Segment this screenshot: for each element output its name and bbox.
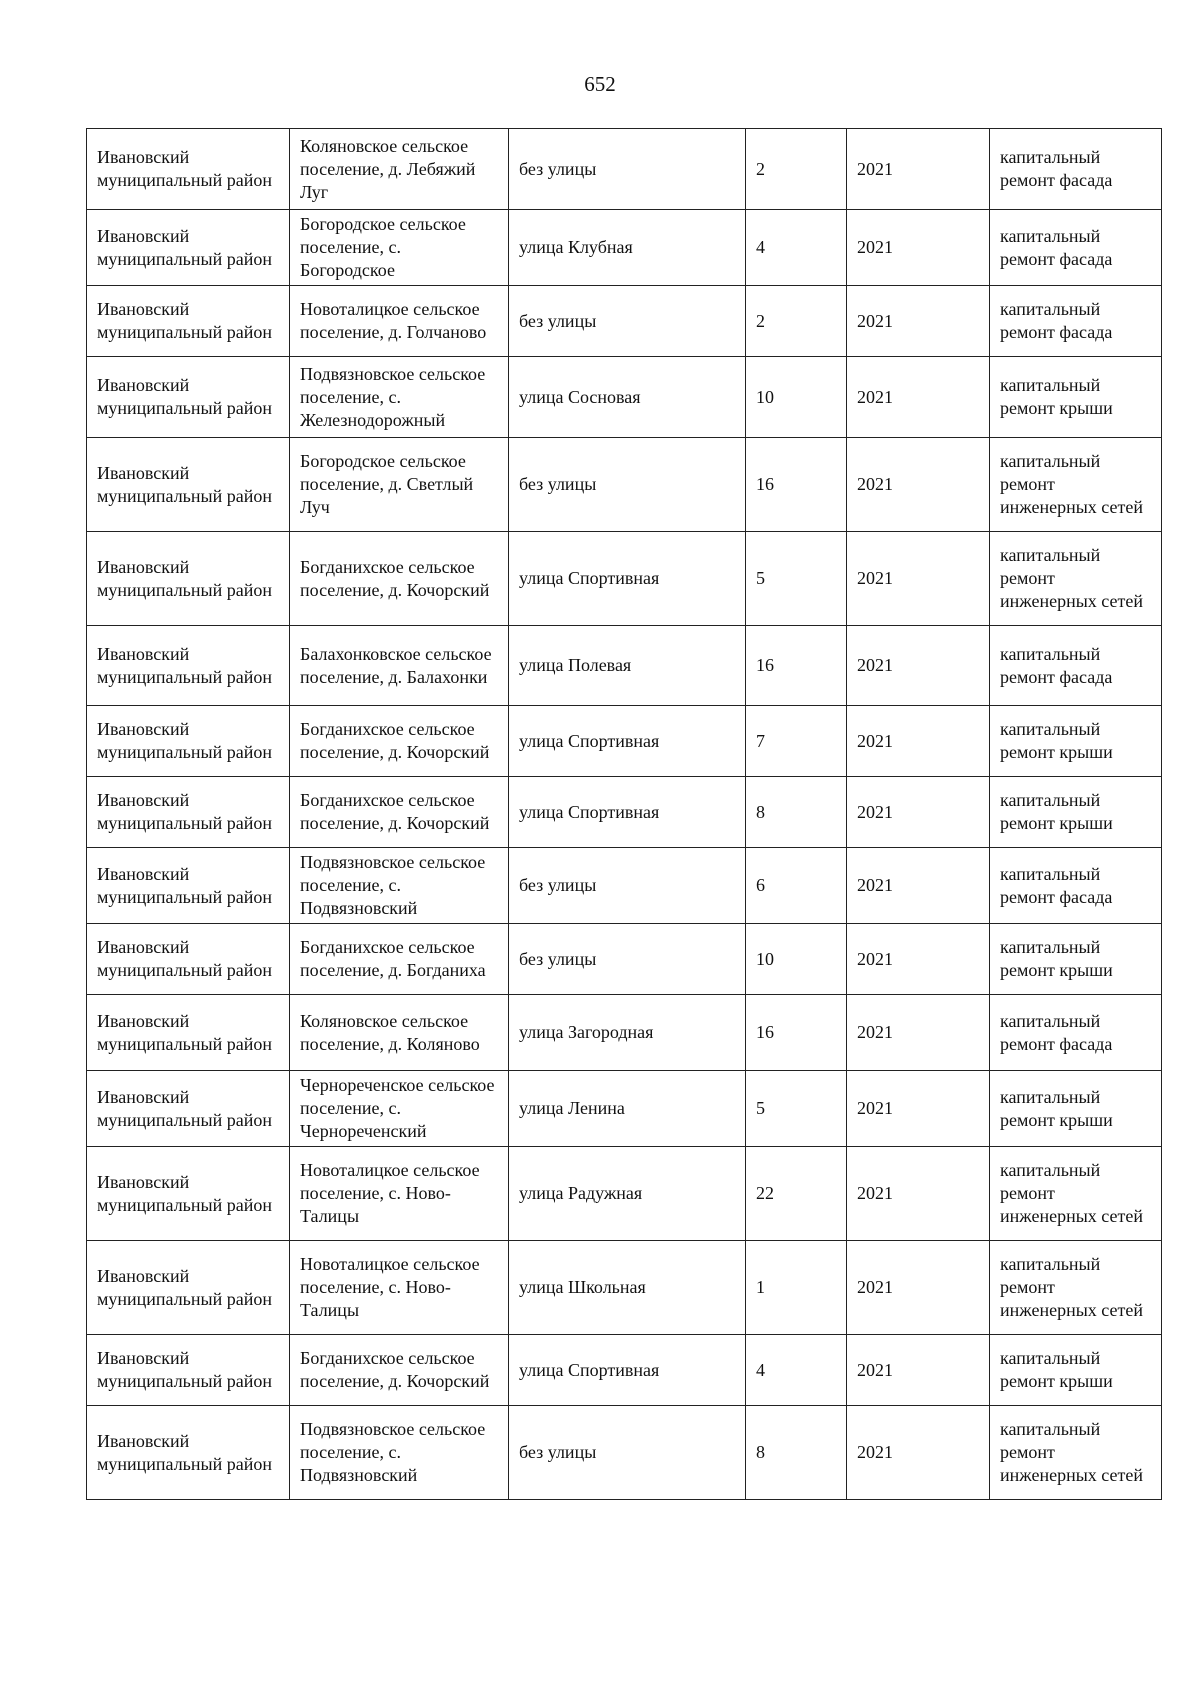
- settlement-cell: Богданихское сельское поселение, д. Богданиха: [290, 924, 509, 995]
- table-row: [87, 706, 1162, 777]
- table-row: [87, 1241, 1162, 1335]
- street-cell: улица Полевая: [509, 626, 746, 706]
- district-cell: Ивановский муниципальный район: [87, 129, 290, 210]
- table-row: [87, 626, 1162, 706]
- work-type-cell: капитальный ремонт крыши: [990, 357, 1162, 438]
- street-cell: улица Школьная: [509, 1241, 746, 1335]
- house-number-cell: 4: [746, 210, 847, 286]
- year-cell: 2021: [847, 1335, 990, 1406]
- table-row: [87, 1335, 1162, 1406]
- year-cell: 2021: [847, 286, 990, 357]
- settlement-cell: Новоталицкое сельское поселение, с. Ново-Талицы: [290, 1241, 509, 1335]
- street-cell: улица Радужная: [509, 1147, 746, 1241]
- table-row: [87, 438, 1162, 532]
- settlement-cell: Новоталицкое сельское поселение, с. Ново-Талицы: [290, 1147, 509, 1241]
- house-number-cell: 2: [746, 129, 847, 210]
- house-number-cell: 5: [746, 532, 847, 626]
- settlement-cell: Богданихское сельское поселение, д. Кочорский: [290, 706, 509, 777]
- house-number-cell: 22: [746, 1147, 847, 1241]
- work-type-cell: капитальный ремонт крыши: [990, 777, 1162, 848]
- settlement-cell: Богданихское сельское поселение, д. Кочорский: [290, 777, 509, 848]
- work-type-cell: капитальный ремонт фасада: [990, 210, 1162, 286]
- house-number-cell: 1: [746, 1241, 847, 1335]
- housing-repair-table: [86, 128, 1162, 1500]
- work-type-cell: капитальный ремонт инженерных сетей: [990, 1406, 1162, 1500]
- house-number-cell: 16: [746, 626, 847, 706]
- table-row: [87, 777, 1162, 848]
- street-cell: улица Спортивная: [509, 777, 746, 848]
- year-cell: 2021: [847, 210, 990, 286]
- district-cell: Ивановский муниципальный район: [87, 848, 290, 924]
- table-row: [87, 995, 1162, 1071]
- district-cell: Ивановский муниципальный район: [87, 357, 290, 438]
- house-number-cell: 8: [746, 1406, 847, 1500]
- page-number: 652: [584, 72, 616, 96]
- district-cell: Ивановский муниципальный район: [87, 1406, 290, 1500]
- street-cell: улица Спортивная: [509, 706, 746, 777]
- street-cell: улица Спортивная: [509, 532, 746, 626]
- house-number-cell: 7: [746, 706, 847, 777]
- district-cell: Ивановский муниципальный район: [87, 995, 290, 1071]
- district-cell: Ивановский муниципальный район: [87, 924, 290, 995]
- table-row: [87, 357, 1162, 438]
- street-cell: без улицы: [509, 924, 746, 995]
- district-cell: Ивановский муниципальный район: [87, 210, 290, 286]
- district-cell: Ивановский муниципальный район: [87, 286, 290, 357]
- district-cell: Ивановский муниципальный район: [87, 1335, 290, 1406]
- table-row: [87, 848, 1162, 924]
- settlement-cell: Богородское сельское поселение, с. Богородское: [290, 210, 509, 286]
- work-type-cell: капитальный ремонт фасада: [990, 129, 1162, 210]
- work-type-cell: капитальный ремонт фасада: [990, 286, 1162, 357]
- house-number-cell: 5: [746, 1071, 847, 1147]
- work-type-cell: капитальный ремонт крыши: [990, 1335, 1162, 1406]
- work-type-cell: капитальный ремонт инженерных сетей: [990, 1147, 1162, 1241]
- work-type-cell: капитальный ремонт фасада: [990, 848, 1162, 924]
- house-number-cell: 6: [746, 848, 847, 924]
- work-type-cell: капитальный ремонт фасада: [990, 626, 1162, 706]
- work-type-cell: капитальный ремонт инженерных сетей: [990, 438, 1162, 532]
- year-cell: 2021: [847, 129, 990, 210]
- district-cell: Ивановский муниципальный район: [87, 1071, 290, 1147]
- street-cell: без улицы: [509, 848, 746, 924]
- table-row: [87, 924, 1162, 995]
- year-cell: 2021: [847, 1147, 990, 1241]
- year-cell: 2021: [847, 626, 990, 706]
- street-cell: без улицы: [509, 129, 746, 210]
- year-cell: 2021: [847, 777, 990, 848]
- year-cell: 2021: [847, 1241, 990, 1335]
- house-number-cell: 8: [746, 777, 847, 848]
- street-cell: без улицы: [509, 1406, 746, 1500]
- year-cell: 2021: [847, 924, 990, 995]
- year-cell: 2021: [847, 995, 990, 1071]
- house-number-cell: 16: [746, 438, 847, 532]
- street-cell: без улицы: [509, 438, 746, 532]
- year-cell: 2021: [847, 706, 990, 777]
- year-cell: 2021: [847, 848, 990, 924]
- house-number-cell: 10: [746, 924, 847, 995]
- work-type-cell: капитальный ремонт фасада: [990, 995, 1162, 1071]
- year-cell: 2021: [847, 532, 990, 626]
- year-cell: 2021: [847, 438, 990, 532]
- table-row: [87, 210, 1162, 286]
- year-cell: 2021: [847, 1071, 990, 1147]
- house-number-cell: 16: [746, 995, 847, 1071]
- settlement-cell: Коляновское сельское поселение, д. Лебяжий Луг: [290, 129, 509, 210]
- settlement-cell: Богданихское сельское поселение, д. Кочорский: [290, 1335, 509, 1406]
- settlement-cell: Чернореченское сельское поселение, с. Чернореченский: [290, 1071, 509, 1147]
- settlement-cell: Богданихское сельское поселение, д. Кочорский: [290, 532, 509, 626]
- table-row: [87, 1406, 1162, 1500]
- house-number-cell: 10: [746, 357, 847, 438]
- work-type-cell: капитальный ремонт инженерных сетей: [990, 532, 1162, 626]
- work-type-cell: капитальный ремонт крыши: [990, 706, 1162, 777]
- district-cell: Ивановский муниципальный район: [87, 706, 290, 777]
- settlement-cell: Новоталицкое сельское поселение, д. Голчаново: [290, 286, 509, 357]
- street-cell: улица Загородная: [509, 995, 746, 1071]
- district-cell: Ивановский муниципальный район: [87, 626, 290, 706]
- street-cell: улица Сосновая: [509, 357, 746, 438]
- work-type-cell: капитальный ремонт крыши: [990, 924, 1162, 995]
- settlement-cell: Балахонковское сельское поселение, д. Балахонки: [290, 626, 509, 706]
- work-type-cell: капитальный ремонт инженерных сетей: [990, 1241, 1162, 1335]
- work-type-cell: капитальный ремонт крыши: [990, 1071, 1162, 1147]
- table-row: [87, 532, 1162, 626]
- district-cell: Ивановский муниципальный район: [87, 1147, 290, 1241]
- table-row: [87, 129, 1162, 210]
- district-cell: Ивановский муниципальный район: [87, 1241, 290, 1335]
- district-cell: Ивановский муниципальный район: [87, 438, 290, 532]
- street-cell: улица Клубная: [509, 210, 746, 286]
- table-row: [87, 1071, 1162, 1147]
- settlement-cell: Богородское сельское поселение, д. Светлый Луч: [290, 438, 509, 532]
- table-row: [87, 286, 1162, 357]
- street-cell: улица Спортивная: [509, 1335, 746, 1406]
- settlement-cell: Подвязновское сельское поселение, с. Подвязновский: [290, 1406, 509, 1500]
- house-number-cell: 4: [746, 1335, 847, 1406]
- district-cell: Ивановский муниципальный район: [87, 532, 290, 626]
- year-cell: 2021: [847, 357, 990, 438]
- settlement-cell: Подвязновское сельское поселение, с. Подвязновский: [290, 848, 509, 924]
- table-body: [87, 129, 1162, 1500]
- settlement-cell: Подвязновское сельское поселение, с. Железнодорожный: [290, 357, 509, 438]
- settlement-cell: Коляновское сельское поселение, д. Коляново: [290, 995, 509, 1071]
- street-cell: улица Ленина: [509, 1071, 746, 1147]
- year-cell: 2021: [847, 1406, 990, 1500]
- table-row: [87, 1147, 1162, 1241]
- house-number-cell: 2: [746, 286, 847, 357]
- street-cell: без улицы: [509, 286, 746, 357]
- district-cell: Ивановский муниципальный район: [87, 777, 290, 848]
